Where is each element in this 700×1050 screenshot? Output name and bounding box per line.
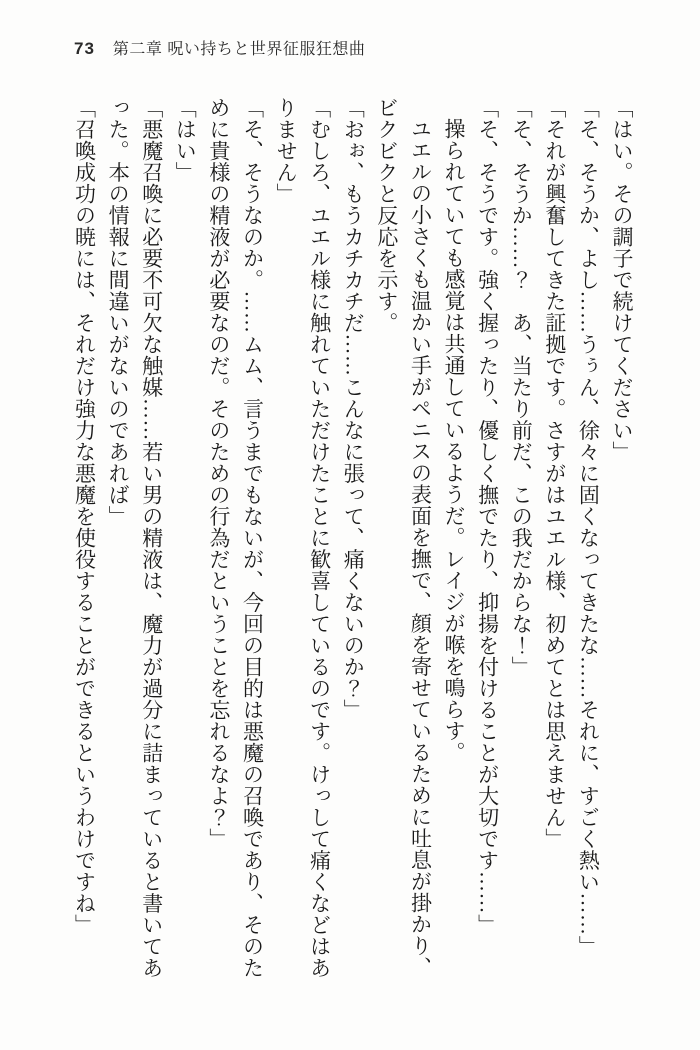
paragraph: 「それが興奮してきた証拠です。さすがはユエル様、初めてとは思えません」 — [542, 97, 567, 850]
paragraph: 「むしろ、ユエル様に触れていただけたことに歓喜しているのです。けっして痛くなどはありません」 — [274, 97, 332, 979]
paragraph: 「悪魔召喚に必要不可欠な触媒……若い男の精液は、魔力が過分に詰まっていると書いてあった。本の情報に間違いがないのであれば」 — [106, 97, 164, 979]
paragraph: 「はい」 — [173, 97, 198, 183]
paragraph: 「おぉ、もうカチカチだ……こんなに張って、痛くないのか？」 — [341, 97, 366, 721]
paragraph: 「召喚成功の暁には、それだけ強力な悪魔を使役することができるというわけですね」 — [72, 97, 97, 936]
paragraph: 「はい。その調子で続けてください」 — [610, 97, 634, 463]
paragraph: 「そ、そうなのか。……ムム、言うまでもないが、今回の目的は悪魔の召喚であり、そのために貴様の精液が必要なのだ。そのための行為だということを忘れるなよ？」 — [206, 97, 265, 979]
vertical-text-block — [67, 97, 638, 993]
running-header — [74, 36, 365, 59]
page-number: 73 — [74, 39, 95, 58]
paragraph: 「そ、そうか、よし……うぅん、徐々に固くなってきたな……それに、すごく熱い……」 — [576, 97, 601, 957]
paragraph: 「そ、そうです。強く握ったり、優しく撫でたり、抑揚を付けることが大切です……」 — [475, 97, 500, 936]
paragraph: ユエルの小さくも温かい手がペニスの表面を撫で、顔を寄せているために吐息が掛かり、ビクビクと反応を示す。 — [374, 97, 433, 978]
paragraph: 「そ、そうか……？ あ、当たり前だ、この我だからな！」 — [509, 97, 534, 678]
chapter-title: 第二章 呪い持ちと世界征服狂想曲 — [112, 41, 366, 58]
paragraph: 操られていても感覚は共通しているようだ。レイジが喉を鳴らす。 — [442, 118, 467, 763]
